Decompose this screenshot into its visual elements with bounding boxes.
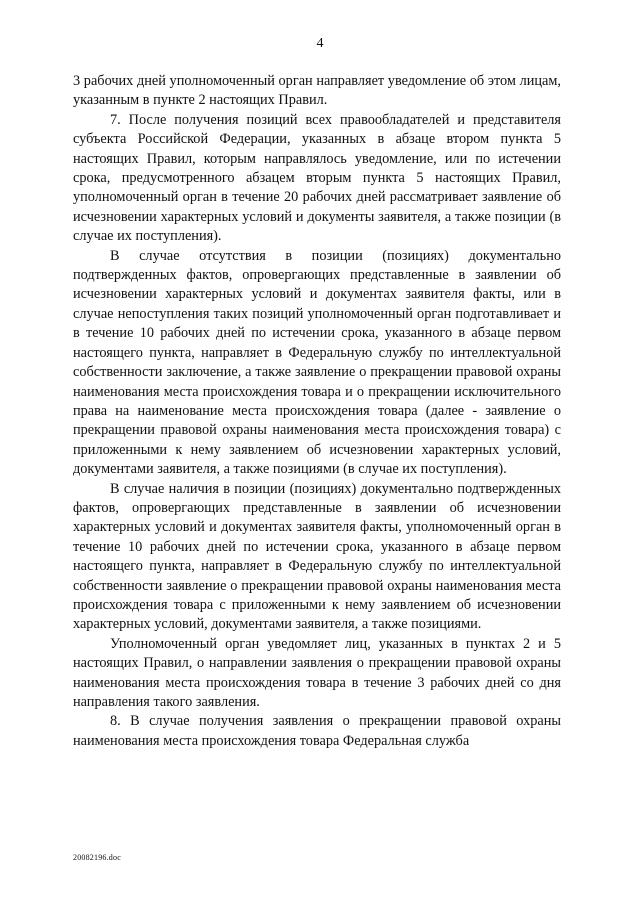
page-number: 4 xyxy=(316,36,324,51)
document-body xyxy=(73,72,561,751)
paragraph-8-first: 8. В случае получения заявления о прекращении правовой охраны наименования места происхождения товара Федеральная служба xyxy=(73,713,561,749)
paragraph-continuation: 3 рабочих дней уполномоченный орган направляет уведомление об этом лицам, указанным в пункте 2 настоящих Правил. xyxy=(73,73,561,109)
paragraph-7-fourth: Уполномоченный орган уведомляет лиц, указанных в пунктах 2 и 5 настоящих Правил, о направлении заявления о прекращении правовой охраны наименования места происхождения товара в течение 3 рабочих дней со дня направления такого заявления. xyxy=(73,635,561,710)
footer-file-name: 20082196.doc xyxy=(73,853,121,862)
paragraph-7-second: В случае отсутствия в позиции (позициях) документально подтвержденных фактов, опровергающих представленные в заявлении об исчезновении характерных условий и документах заявителя факты, или в случае непоступления таких позиций уполномоченный орган подготавливает и в течение 10 рабочих дней по истечении срока, указанного в абзаце первом настоящего пункта, направляет в Федеральную службу по интеллектуальной собственности заключение, а также заявление о прекращении правовой охраны наименования места происхождения товара и о прекращении исключительного права на наименование места происхождения товара (далее - заявление о прекращении правовой охраны наименования места происхождения товара) с приложенными к нему заявлением об исчезновении характерных условий, документами заявителя, а также позициями (в случае их поступления). xyxy=(73,247,561,478)
paragraph-7-third: В случае наличия в позиции (позициях) документально подтвержденных фактов, опровергающих представленные в заявлении об исчезновении характерных условий и документах заявителя факты, уполномоченный орган в течение 10 рабочих дней по истечении срока, указанного в абзаце первом настоящего пункта, направляет в Федеральную службу по интеллектуальной собственности заявление о прекращении правовой охраны наименования места происхождения товара с приложенными к нему заявлением об исчезновении характерных условий, документами заявителя, а также позициями. xyxy=(73,480,561,633)
paragraph-7-first: 7. После получения позиций всех правообладателей и представителя субъекта Российской Федерации, указанных в абзаце втором пункта 5 настоящих Правил, которым направлялось уведомление, или по истечении срока, предусмотренного абзацем вторым пункта 5 настоящих Правил, уполномоченный орган в течение 20 рабочих дней рассматривает заявление об исчезновении характерных условий и документы заявителя, а также позиции (в случае их поступления). xyxy=(73,111,561,245)
